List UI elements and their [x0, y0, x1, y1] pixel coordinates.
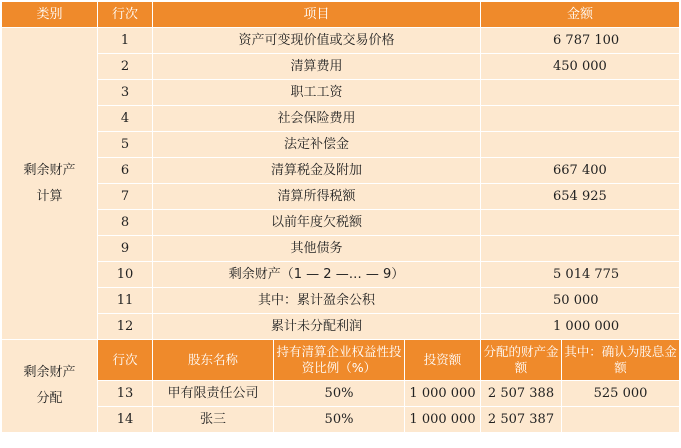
row-amount: 6 787 100 [481, 28, 680, 54]
row-amount: 667 400 [481, 158, 680, 184]
table-row [2, 158, 680, 184]
table-row [2, 28, 680, 54]
row-amount [481, 106, 680, 132]
dist-header-row-no: 行次 [98, 340, 153, 381]
row-no: 14 [98, 407, 153, 433]
shareholder-ratio: 50% [274, 407, 405, 433]
row-no: 11 [98, 288, 153, 314]
row-amount [481, 210, 680, 236]
dist-header-shareholder: 股东名称 [153, 340, 274, 381]
shareholder-distributed: 2 507 387 [481, 407, 562, 433]
dist-header-dividend: 其中：确认为股息金额 [562, 340, 680, 381]
row-no: 4 [98, 106, 153, 132]
header-row-no: 行次 [98, 2, 153, 28]
header-amount: 金额 [481, 2, 680, 28]
header-category: 类别 [2, 2, 98, 28]
row-item: 资产可变现价值或交易价格 [153, 28, 481, 54]
liquidation-table [1, 1, 680, 433]
row-no: 1 [98, 28, 153, 54]
row-item: 其他债务 [153, 236, 481, 262]
table-row [2, 262, 680, 288]
shareholder-dividend: 525 000 [562, 381, 680, 407]
row-item: 其中：累计盈余公积 [153, 288, 481, 314]
section-label-calculation [2, 28, 98, 340]
row-amount: 450 000 [481, 54, 680, 80]
table-row [2, 407, 680, 433]
row-item: 清算税金及附加 [153, 158, 481, 184]
row-no: 2 [98, 54, 153, 80]
table-row [2, 54, 680, 80]
row-amount: 5 014 775 [481, 262, 680, 288]
table-row [2, 314, 680, 340]
row-no: 7 [98, 184, 153, 210]
row-no: 3 [98, 80, 153, 106]
table-row [2, 381, 680, 407]
table-row [2, 288, 680, 314]
row-item: 以前年度欠税额 [153, 210, 481, 236]
section-label-line: 剩余财产 [23, 365, 76, 380]
shareholder-name: 甲有限责任公司 [153, 381, 274, 407]
shareholder-ratio: 50% [274, 381, 405, 407]
dist-header-distributed: 分配的财产金额 [481, 340, 562, 381]
section-label-line: 计算 [36, 188, 63, 204]
section-label-line: 剩余财产 [23, 162, 76, 178]
dist-header-investment: 投资额 [405, 340, 481, 381]
row-no: 6 [98, 158, 153, 184]
table-row [2, 80, 680, 106]
table-row [2, 236, 680, 262]
section-label-distribution [2, 340, 98, 433]
row-amount [481, 80, 680, 106]
row-item: 累计未分配利润 [153, 314, 481, 340]
dist-header-ratio: 持有清算企业权益性投资比例（%） [274, 340, 405, 381]
row-no: 8 [98, 210, 153, 236]
table-row [2, 132, 680, 158]
shareholder-dividend [562, 407, 680, 433]
row-item: 剩余财产（1 — 2 —… — 9） [153, 262, 481, 288]
row-no: 5 [98, 132, 153, 158]
row-no: 9 [98, 236, 153, 262]
row-item: 清算费用 [153, 54, 481, 80]
table-row [2, 210, 680, 236]
row-no: 10 [98, 262, 153, 288]
row-item: 法定补偿金 [153, 132, 481, 158]
row-item: 清算所得税额 [153, 184, 481, 210]
shareholder-investment: 1 000 000 [405, 381, 481, 407]
row-no: 12 [98, 314, 153, 340]
row-amount: 654 925 [481, 184, 680, 210]
distribution-header-row [2, 340, 680, 381]
table-header-row [2, 2, 680, 28]
header-item: 项目 [153, 2, 481, 28]
row-item: 社会保险费用 [153, 106, 481, 132]
table-row [2, 184, 680, 210]
row-amount [481, 132, 680, 158]
shareholder-investment: 1 000 000 [405, 407, 481, 433]
row-amount: 50 000 [481, 288, 680, 314]
section-label-line: 分配 [36, 391, 63, 406]
shareholder-name: 张三 [153, 407, 274, 433]
row-amount: 1 000 000 [481, 314, 680, 340]
shareholder-distributed: 2 507 388 [481, 381, 562, 407]
row-no: 13 [98, 381, 153, 407]
table-row [2, 106, 680, 132]
row-item: 职工工资 [153, 80, 481, 106]
row-amount [481, 236, 680, 262]
